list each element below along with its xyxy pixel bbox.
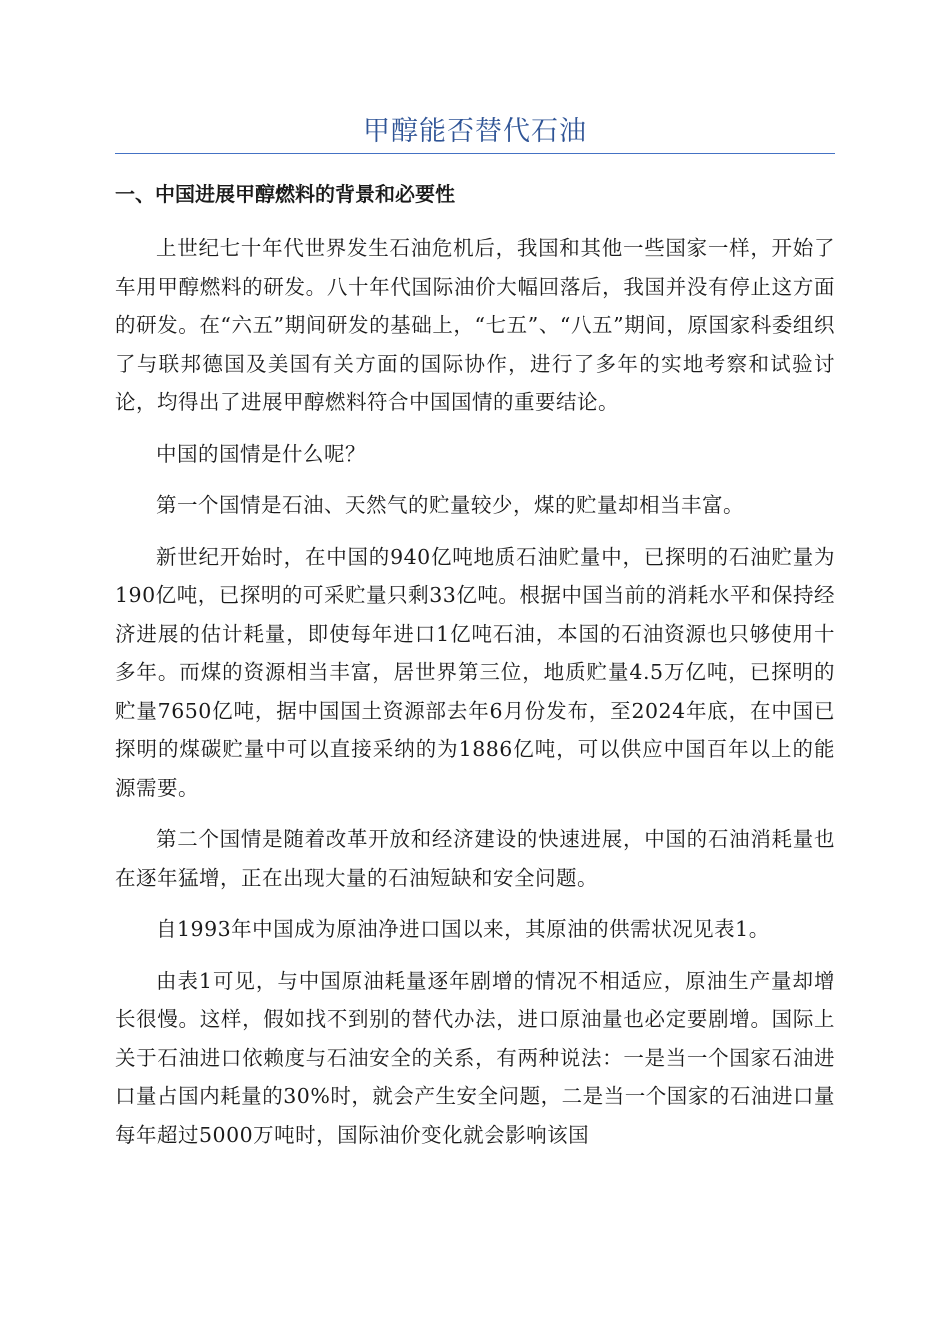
title-underline-divider <box>115 153 835 154</box>
paragraph: 第一个国情是石油、天然气的贮量较少，煤的贮量却相当丰富。 <box>156 493 744 517</box>
paragraph: 第二个国情是随着改革开放和经济建设的快速进展，中国的石油消耗量也在逐年猛增，正在出现大量的石油短缺和安全问题。 <box>115 827 835 890</box>
paragraph: 新世纪开始时，在中国的940亿吨地质石油贮量中，已探明的石油贮量为190亿吨，已探明的可采贮量只剩33亿吨。根据中国当前的消耗水平和保持经济进展的估计耗量，即使每年进口1亿吨石油，本国的石油资源也只够使用十多年。而煤的资源相当丰富，居世界第三位，地质贮量4.5万亿吨，已探明的贮量7650亿吨，据中国国土资源部去年6月份发布，至2024年底，在中国已探明的煤碳贮量中可以直接采纳的为1886亿吨，可以供应中国百年以上的能源需要。 <box>115 544 835 800</box>
paragraph: 由表1可见，与中国原油耗量逐年剧增的情况不相适应，原油生产量却增长很慢。这样，假如找不到别的替代办法，进口原油量也必定要剧增。国际上关于石油进口依赖度与石油安全的关系，有两种说法：一是当一个国家石油进口量占国内耗量的30%时，就会产生安全问题，二是当一个国家的石油进口量每年超过5000万吨时，国际油价变化就会影响该国 <box>115 968 835 1147</box>
paragraph: 上世纪七十年代世界发生石油危机后，我国和其他一些国家一样，开始了车用甲醇燃料的研发。八十年代国际油价大幅回落后，我国并没有停止这方面的研发。在“六五”期间研发的基础上，“七五”、“八五”期间，原国家科委组织了与联邦德国及美国有关方面的国际协作，进行了多年的实地考察和试验讨论，均得出了进展甲醇燃料符合中国国情的重要结论。 <box>115 236 835 414</box>
paragraph: 中国的国情是什么呢？ <box>156 441 366 466</box>
document-title: 甲醇能否替代石油 <box>363 116 587 147</box>
paragraph: 自1993年中国成为原油净进口国以来，其原油的供需状况见表1。 <box>156 917 770 941</box>
section-heading: 一、中国进展甲醇燃料的背景和必要性 <box>115 182 455 206</box>
document-body <box>115 229 835 1167</box>
